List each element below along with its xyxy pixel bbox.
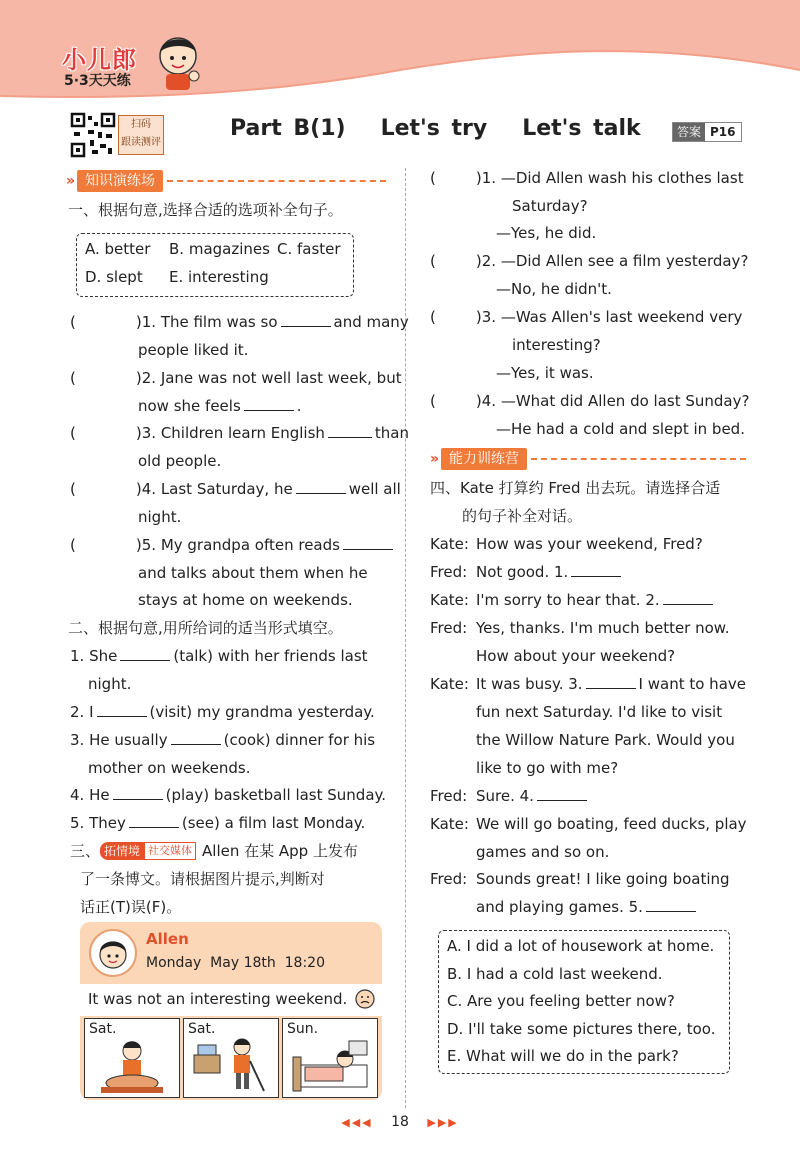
boy-cleaning-room-icon [190,1035,272,1095]
option-c: C. faster [277,240,341,258]
page-number: 18 [391,1114,409,1130]
q4-option-e: E. What will we do in the park? [447,1047,679,1065]
dialog-text: Sounds great! I like going boating [476,870,730,888]
tf-item-4-answer: —He had a cold and slept in bed. [496,420,745,438]
tf-item-2-answer: —No, he didn't. [496,280,612,298]
q2-item-1: 1. She (talk) with her friends last [70,647,368,665]
dialog-text-after: I want to have [638,675,746,693]
question-3-text-3: 话正(T)误(F)。 [80,898,182,916]
scan-reading-button[interactable] [118,115,164,155]
boy-washing-clothes-icon [95,1039,169,1095]
dialog-line [430,562,624,582]
section-tag-knowledge [66,170,386,192]
tf-item-3-cont: interesting? [512,336,601,354]
dialog-speaker: Fred: [430,870,468,888]
dialog-speaker: Kate: [430,815,469,833]
option-e: E. interesting [169,268,269,286]
qr-code-icon[interactable] [70,112,116,158]
tf-item-1-answer: —Yes, he did. [496,224,597,242]
dialog-speaker: Fred: [430,787,468,805]
dialog-text: Sure. 4. [476,787,534,805]
answer-blank[interactable] [113,785,163,800]
post-author: Allen [146,930,189,948]
dialog-speaker: Fred: [430,619,468,637]
brand-logo: 小儿郎 [62,46,137,74]
q2-item-5: 5. They (see) a film last Monday. [70,814,366,832]
answer-blank[interactable] [343,535,393,550]
tf-item-4: ( )4. —What did Allen do last Sunday? [430,392,750,410]
section-label: 知识演练场 [77,170,163,192]
dialog-text: How about your weekend? [476,647,676,665]
tf-item-1: ( )1. —Did Allen wash his clothes last [430,169,744,187]
allen-avatar [88,928,138,978]
q4-option-c: C. Are you feeling better now? [447,992,675,1010]
dialog-line [430,730,735,750]
option-d: D. slept [85,268,143,286]
question-4-title: 四、Kate 打算约 Fred 出去玩。请选择合适 [430,479,721,497]
dialog-line [430,786,590,806]
q1-item-4-cont: night. [138,508,182,526]
dialog-line [430,674,746,694]
q4-option-a: A. I did a lot of housework at home. [447,937,715,955]
answer-blank[interactable] [129,813,179,828]
q1-item-1-cont: people liked it. [138,341,249,359]
q2-item-1-cont: night. [88,675,132,693]
answer-blank[interactable] [328,423,372,438]
q1-options-box [76,233,354,297]
answer-blank[interactable] [120,646,170,661]
answer-badge[interactable] [672,122,742,142]
right-arrows-icon: ▶▶▶ [427,1116,459,1129]
q1-item-5-cont2: stays at home on weekends. [138,591,353,609]
picture-saturday-1: Sat. [84,1018,180,1098]
scan-label-reading: 跟读测评 [121,137,161,148]
section-dash [167,180,386,182]
answer-blank[interactable] [281,312,331,327]
picture-saturday-2: Sat. [183,1018,279,1098]
dialog-text: fun next Saturday. I'd like to visit [476,703,723,721]
boy-sick-in-bed-icon [289,1037,371,1095]
dialog-line [430,869,730,889]
dialog-text: We will go boating, feed ducks, play [476,815,747,833]
dialog-speaker: Kate: [430,535,469,553]
q1-item-3: ( )3. Children learn English than [70,424,410,442]
double-chevron-icon: » [66,173,76,189]
question-4-title-cont: 的句子补全对话。 [462,507,583,525]
q2-item-4: 4. He (play) basketball last Sunday. [70,786,387,804]
q4-option-d: D. I'll take some pictures there, too. [447,1020,716,1038]
post-text: It was not an interesting weekend. [88,990,348,1008]
dialog-line [430,814,747,834]
dialog-line [430,646,675,666]
q1-item-5: ( )5. My grandpa often reads [70,535,396,555]
dialog-text: How was your weekend, Fred? [476,535,703,553]
section-dash [531,458,746,460]
double-chevron-icon: » [430,451,440,467]
answer-blank[interactable] [537,786,587,801]
q1-item-3-cont: old people. [138,452,222,470]
dialog-line [430,897,699,917]
q2-item-2: 2. I (visit) my grandma yesterday. [70,703,375,721]
tf-item-1-cont: Saturday? [512,197,588,215]
dialog-speaker: Fred: [430,563,468,581]
answer-blank[interactable] [171,730,221,745]
answer-blank[interactable] [244,396,294,411]
answer-page: P16 [710,125,736,139]
q2-item-3: 3. He usually (cook) dinner for his [70,731,376,749]
post-text-area [80,984,382,1016]
section-tag-ability [430,448,746,470]
dialog-text: the Willow Nature Park. Would you [476,731,735,749]
dialog-text: It was busy. 3. [476,675,583,693]
post-datetime: Monday May 18th 18:20 [146,955,325,971]
social-post-card [80,922,382,1100]
answer-blank[interactable] [663,590,713,605]
section-label: 能力训练营 [441,448,527,470]
dialog-speaker: Kate: [430,591,469,609]
dialog-text: like to go with me? [476,759,619,777]
question-1-title: 一、根据句意,选择合适的选项补全句子。 [68,201,343,219]
social-media-tag: 社交媒体 [144,842,196,860]
dialog-text: I'm sorry to hear that. 2. [476,591,660,609]
q1-item-2: ( )2. Jane was not well last week, but [70,369,402,387]
answer-blank[interactable] [97,702,147,717]
question-3-text-2: 了一条博文。请根据图片提示,判断对 [80,870,325,888]
column-divider [405,168,406,1108]
option-b: B. magazines [169,240,270,258]
scan-label: 扫码 [131,119,151,130]
dialog-line [430,702,722,722]
dialog-line [430,758,618,778]
question-3-title: 三、 拓情境 社交媒体 Allen 在某 App 上发布 [70,842,358,860]
q1-item-1: ( )1. The film was so and many [70,313,409,331]
picture-sunday: Sun. [282,1018,378,1098]
answer-blank[interactable] [586,674,636,689]
dialog-line [430,618,729,638]
question-2-title: 二、根据句意,用所给词的适当形式填空。 [68,619,343,637]
option-a: A. better [85,240,151,258]
q4-options-box [438,930,730,1074]
answer-blank[interactable] [571,562,621,577]
mascot-icon [150,30,206,92]
q1-item-2-cont: now she feels . [138,397,302,415]
series-name: 5·3天天练 [64,73,131,89]
dialog-text: and playing games. 5. [476,898,643,916]
tf-item-3-answer: —Yes, it was. [496,364,594,382]
answer-key-label: 答案 [673,123,705,141]
tf-item-3: ( )3. —Was Allen's last weekend very [430,308,743,326]
q2-item-3-cont: mother on weekends. [88,759,251,777]
tf-item-2: ( )2. —Did Allen see a film yesterday? [430,252,749,270]
answer-blank[interactable] [296,479,346,494]
answer-blank[interactable] [646,897,696,912]
q4-option-b: B. I had a cold last weekend. [447,965,663,983]
q1-item-5-cont: and talks about them when he [138,564,368,582]
dialog-line [430,534,703,554]
dialog-text: Yes, thanks. I'm much better now. [476,619,730,637]
page-footer [0,1114,800,1130]
dialog-line [430,590,716,610]
dialog-line [430,842,609,862]
dialog-text: games and so on. [476,843,610,861]
context-tag: 拓情境 [100,842,144,860]
page-title: Part B(1) Let's try Let's talk [230,116,641,141]
sad-face-icon [354,988,376,1010]
dialog-speaker: Kate: [430,675,469,693]
dialog-text: Not good. 1. [476,563,569,581]
q1-item-4: ( )4. Last Saturday, he well all [70,480,401,498]
left-arrows-icon: ◀◀◀ [341,1116,373,1129]
